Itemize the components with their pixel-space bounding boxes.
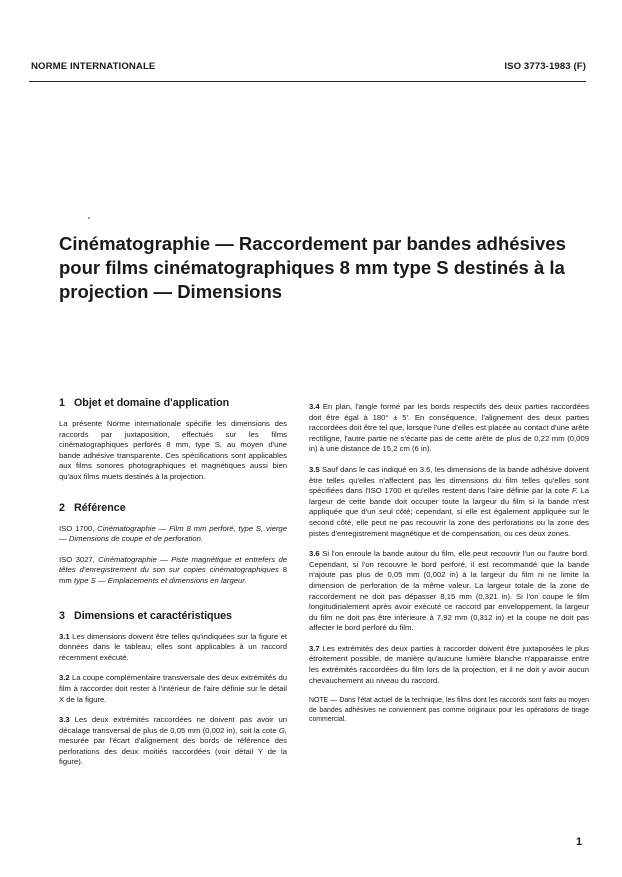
clause-3-6: 3.6 Si l'on enroule la bande autour du film, elle peut recouvrir l'un ou l'autre bord. Cependant, si l'on recouvre le bord perforé, il est recommandé que la bande n'ajoute pas plus de 0,05 mm (0,002 in) à la largeur du film ni ne limite la dimension de perforation de la même valeur. La largeur totale de la zone de raccordement ne doit pas dépasser 8,15 mm (0,321 in). Si l'on coupe le film longitudinalement après avoir exécuté ce raccord par enveloppement, la largeur du film ne doit pas être inférieure à 7,92 mm (0,312 in) et la coupe ne doit pas affecter le bord perforé du film.: [309, 549, 589, 633]
left-column: [59, 396, 287, 778]
section-2-heading: 2 Référence: [59, 501, 126, 514]
clause-3-7: 3.7 Les extrémités des deux parties à raccorder doivent être juxtaposées le plus étroitement possible, de manière qu'aucune lumière blanche n'apparaisse entre les extrémités raccordées du film lors de la projection, et il ne doit y avoir aucun chevauchement au niveau du raccord.: [309, 643, 589, 685]
reference-iso-1700: ISO 1700, Cinématographie — Film 8 mm perforé, type S, vierge — Dimensions de coupe et de perforation.: [59, 523, 287, 544]
note: NOTE — Dans l'état actuel de la technique, les films dont les raccords sont faits au moyen de bandes adhésives ne conviennent pas comme originaux pour les opérations de tirage commercial.: [309, 697, 589, 724]
running-header: [29, 61, 586, 75]
document-title: Cinématographie — Raccordement par bandes adhésives pour films cinématographiques 8 mm type S destinés à la projection — Dimensions: [59, 233, 566, 302]
clause-3-3: 3.3 Les deux extrémités raccordées ne doivent pas avoir un décalage transversal de plus de 0,05 mm (0,002 in), soit la cote G, mesurée par l'écart d'alignement des bords de référence des perforations des deux moitiés raccordées (voir détail Y de la figure).: [59, 715, 287, 767]
clause-3-1: 3.1 Les dimensions doivent être telles qu'indiquées sur la figure et données dans le tableau; elles sont applicables à un raccord récemment exécuté.: [59, 631, 287, 662]
scan-speck: [88, 217, 90, 219]
header-rule: [29, 81, 586, 82]
section-3-heading: 3 Dimensions et caractéristiques: [59, 609, 232, 622]
reference-iso-3027: ISO 3027, Cinématographie — Piste magnétique et entrefers de têtes d'enregistrement du son sur copies cinématographiques 8 mm type S — Emplacements et dimensions en largeur.: [59, 554, 287, 585]
page-number: 1: [576, 836, 583, 848]
clause-3-2: 3.2 La coupe complémentaire transversale des deux extrémités du film à raccorder doit rester à l'intérieur de l'aire définie sur le détail X de la figure.: [59, 673, 287, 704]
section-1-body: La présente Norme internationale spécifie les dimensions des raccords par juxtaposition, effectués sur les films cinématographiques perforés 8 mm, type S, au moyen d'une bande adhésive transparente. Ces spécifications sont applicables aux films sonores photographiques et magnétiques aussi bien qu'aux films muets destinés à la projection.: [59, 419, 287, 481]
header-standard-number: ISO 3773-1983 (F): [504, 61, 586, 72]
clause-3-5: 3.5 Sauf dans le cas indiqué en 3.6, les dimensions de la bande adhésive doivent être telles qu'elles n'affectent pas les dimensions du film telles qu'elles sont spécifiées dans l'ISO 1700 et qu'elles restent dans l'aire définie par la cote F. La largeur de cette bande doit occuper toute la largeur du film si la bande n'est appliquée que d'un seul côté; cependant, si elle est également appliquée sur le second côté, elle peut ne pas recouvrir la zone des perforations ou la zone des pistes d'enregistrement magnétique et de compensation, ou ces deux zones.: [309, 464, 590, 538]
clause-3-4: 3.4 En plan, l'angle formé par les bords respectifs des deux parties raccordées doit être égal à 180° ± 5'. En conséquence, l'alignement des deux parties raccordées doit être tel que, lorsque l'une d'elles est placée au contact d'une arête rectiligne, l'autre partie ne s'écarte pas de cette arête de plus de 0,22 mm (0,009 in) à une distance de 15,2 cm (6 in).: [309, 402, 589, 454]
header-standard-type: NORME INTERNATIONALE: [31, 61, 156, 72]
right-column: [309, 402, 589, 735]
section-1-heading: 1 Objet et domaine d'application: [59, 397, 230, 409]
